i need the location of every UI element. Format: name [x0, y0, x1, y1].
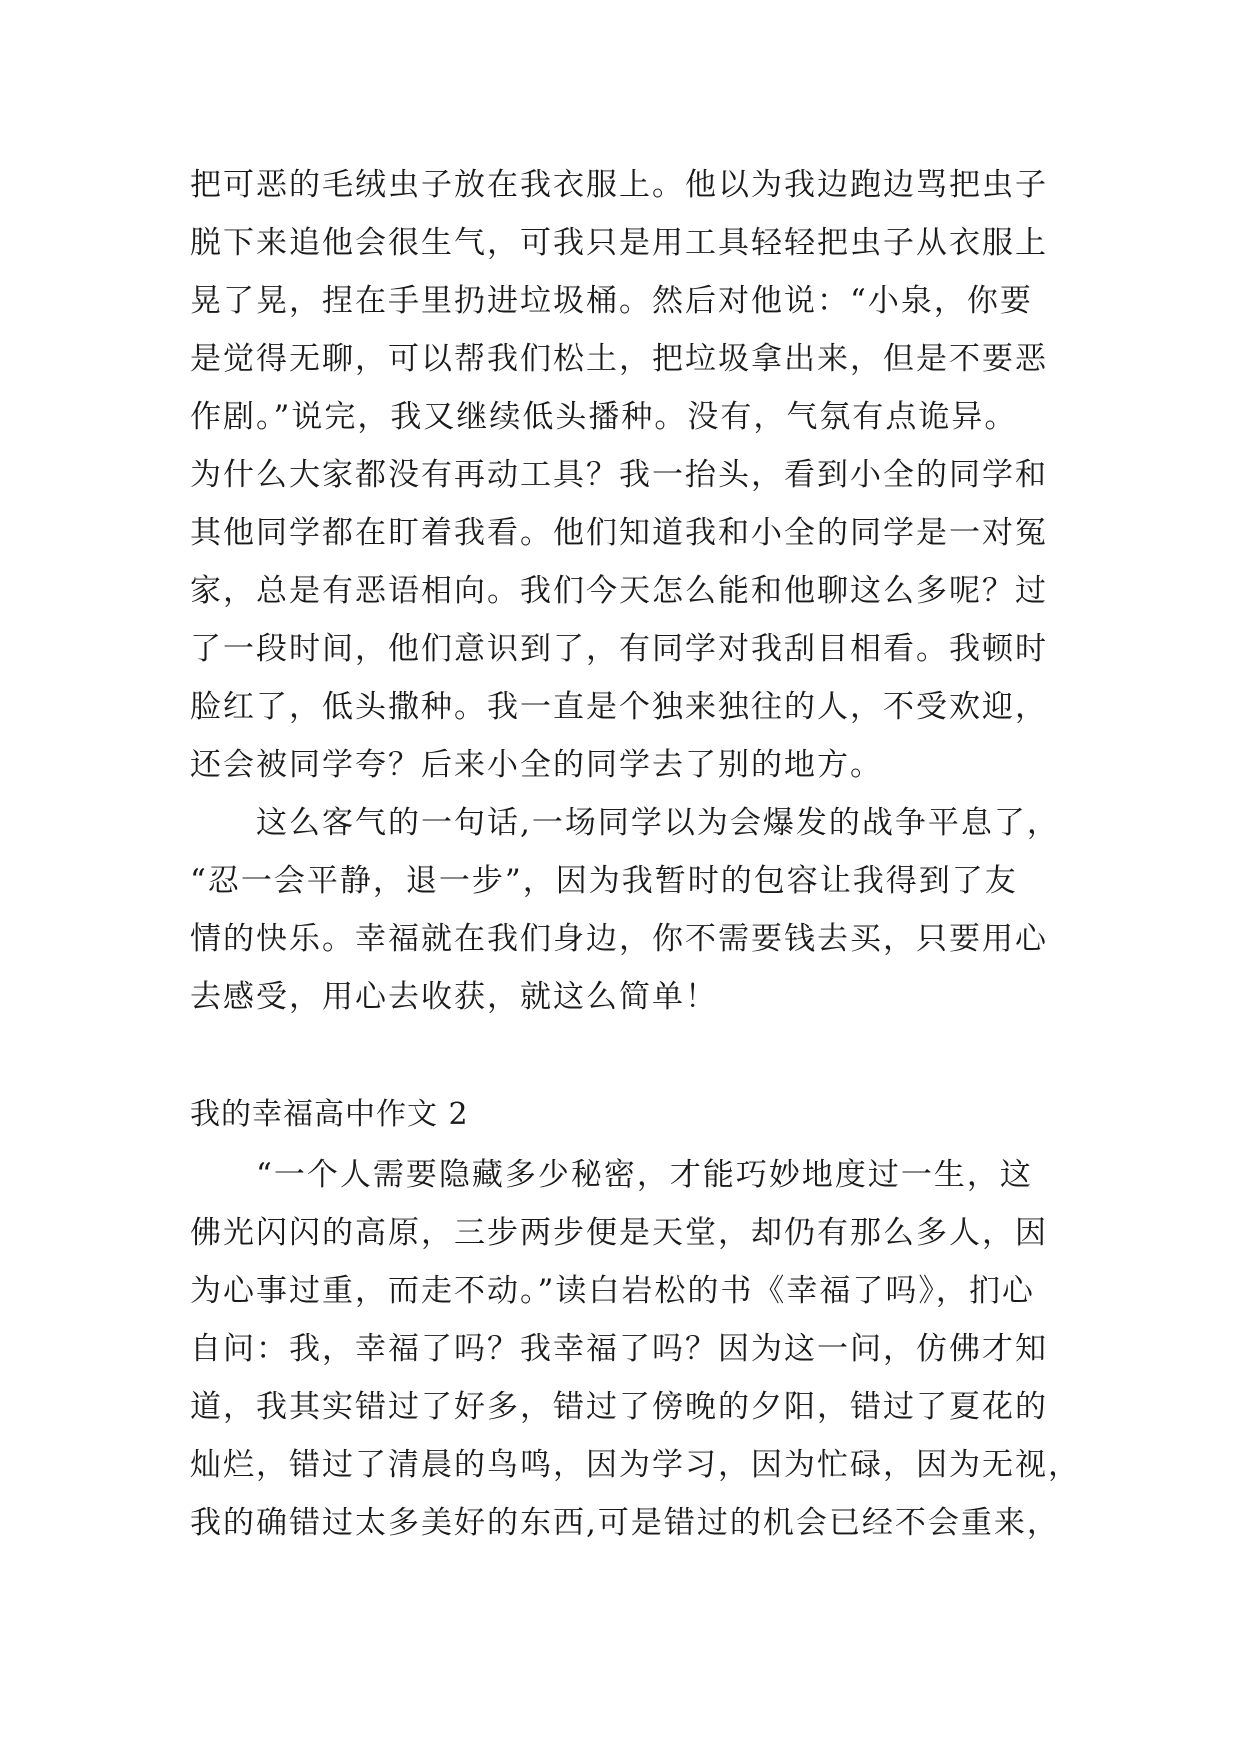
text-line: 晃了晃，捏在手里扔进垃圾桶。然后对他说：“小泉，你要: [190, 283, 1033, 319]
section-heading-block: [190, 1086, 1070, 1144]
text-line: 灿烂，错过了清晨的鸟鸣，因为学习，因为忙碌，因为无视，: [190, 1447, 1081, 1483]
text-line: 为心事过重，而走不动。”读白岩松的书《幸福了吗》，扪心: [190, 1273, 1035, 1309]
text-line: “一个人需要隐藏多少秘密，才能巧妙地度过一生，这: [256, 1157, 1033, 1193]
text-line: 佛光闪闪的高原，三步两步便是天堂，却仍有那么多人，因: [190, 1215, 1048, 1251]
text-line: 自问：我，幸福了吗？我幸福了吗？因为这一问，仿佛才知: [190, 1331, 1048, 1367]
text-line: 脸红了，低头撒种。我一直是个独来独往的人，不受欢迎，: [190, 689, 1048, 725]
text-line: 了一段时间，他们意识到了，有同学对我刮目相看。我顿时: [190, 631, 1048, 667]
text-line: 其他同学都在盯着我看。他们知道我和小全的同学是一对冤: [190, 515, 1048, 551]
text-line: 道，我其实错过了好多，错过了傍晚的夕阳，错过了夏花的: [190, 1389, 1048, 1425]
paragraph-2: [190, 794, 1070, 1026]
section-heading: 我的幸福高中作文 2: [190, 1097, 469, 1132]
text-line: 作剧。”说完，我又继续低头播种。没有，气氛有点诡异。: [190, 399, 1018, 435]
text-line: 脱下来追他会很生气，可我只是用工具轻轻把虫子从衣服上: [190, 225, 1048, 261]
text-line: 这么客气的一句话,一场同学以为会爆发的战争平息了，: [256, 805, 1060, 841]
text-line: 家，总是有恶语相向。我们今天怎么能和他聊这么多呢？过: [190, 573, 1048, 609]
text-line: “忍一会平静，退一步”，因为我暂时的包容让我得到了友: [190, 863, 1018, 899]
text-line: 去感受，用心去收获，就这么简单！: [190, 979, 718, 1015]
text-line: 还会被同学夸？后来小全的同学去了别的地方。: [190, 747, 883, 783]
text-line: 情的快乐。幸福就在我们身边，你不需要钱去买，只要用心: [190, 921, 1048, 957]
text-line: 为什么大家都没有再动工具？我一抬头，看到小全的同学和: [190, 457, 1048, 493]
paragraph-1: [190, 156, 1070, 794]
paragraph-3: [190, 1146, 1081, 1552]
text-line: 我的确错过太多美好的东西,可是错过的机会已经不会重来，: [190, 1505, 1060, 1541]
text-line: 把可恶的毛绒虫子放在我衣服上。他以为我边跑边骂把虫子: [190, 167, 1048, 203]
text-line: 是觉得无聊，可以帮我们松土，把垃圾拿出来，但是不要恶: [190, 341, 1048, 377]
